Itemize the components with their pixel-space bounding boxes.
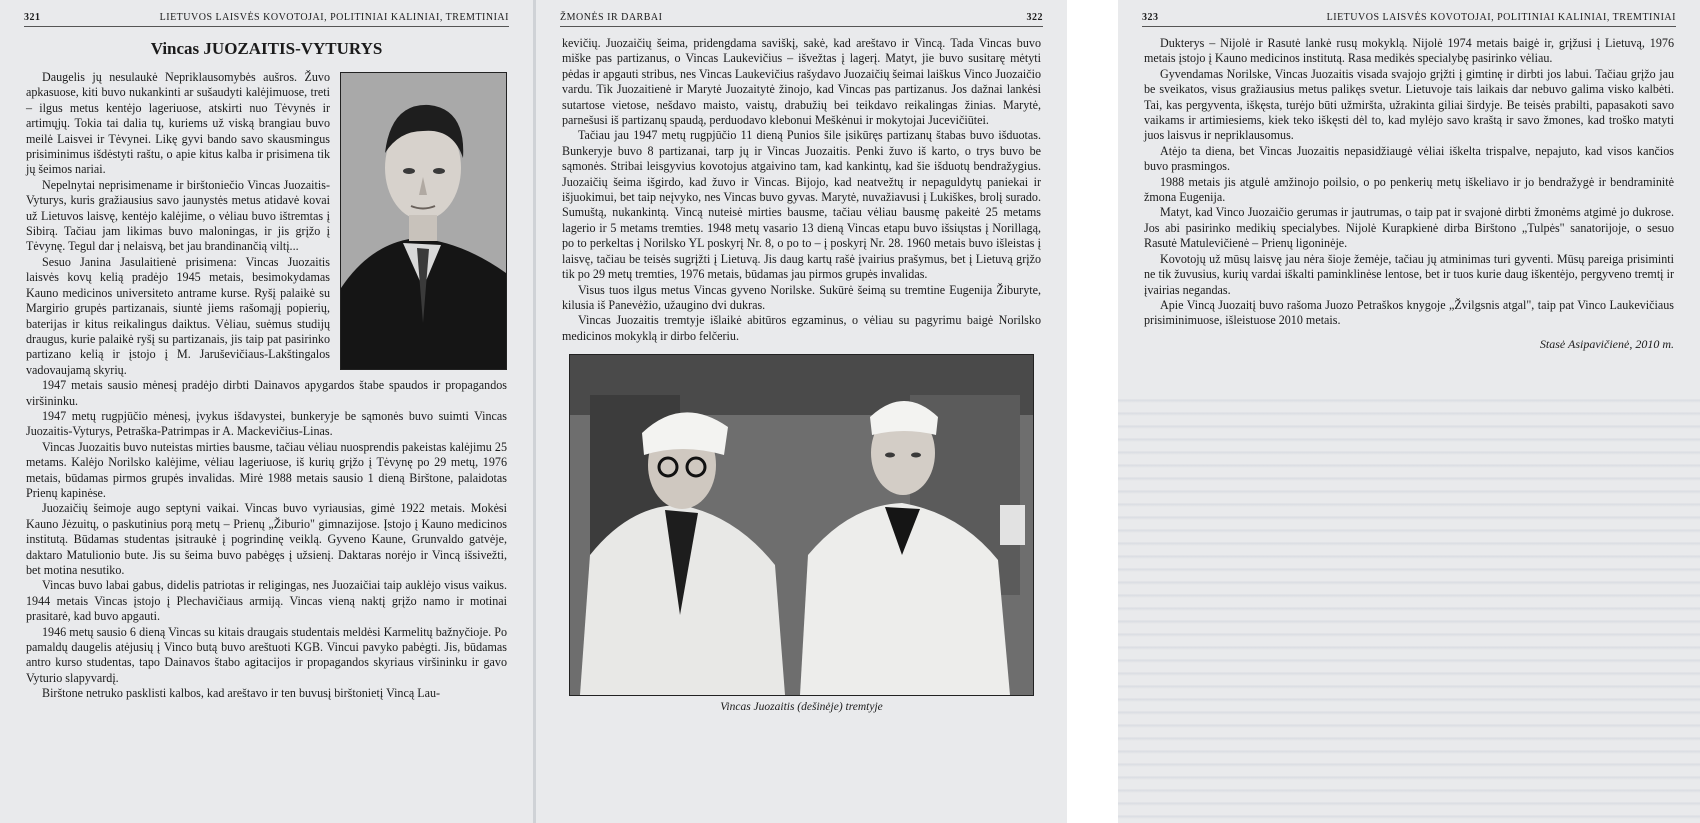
page-content (562, 36, 1041, 823)
paragraph: Matyt, kad Vinco Juozaičio gerumas ir jautrumas, o taip pat ir svajonė dirbti žmonėms atgimė jo dukrose. Jos abi pasirinko medikių specialybes. Nijolė Kurapkienė dirba Birštono „Tulpės" sanatorijoje, o sesuo Rasutė Matulevičienė – Prienų ligoninėje. (1144, 205, 1674, 251)
portrait-photo (340, 72, 507, 370)
paragraph: Gyvendamas Norilske, Vincas Juozaitis visada svajojo grįžti į gimtinę ir dirbti jos labui. Tačiau grįžo jau be sveikatos, visus gražiausius metus palikęs svetur. Lietuvoje tais laikais dar nebuvo galima visko kalbėti. Tai, kas pergyventa, iškęsta, turėjo būti užmiršta, užrakinta giliai širdyje. Be teisės prabilti, papasakoti savo vaikams ir artimiesiems, kiek teko iškęsti dėl to, kad mylėjo savo kraštą ir savo žmones, kad troško matyti juos laisvus ir nepriklausomus. (1144, 66, 1674, 143)
paragraph: Kovotojų už mūsų laisvę jau nėra šioje žemėje, tačiau jų atminimas turi gyventi. Mūsų pareiga prisiminti ne tik žuvusius, kurių vardai iškalti paminklinėse lentose, bet ir tuos kurie daug iškentėjo, pergyveno tremtį ir įvairias negandas. (1144, 251, 1674, 297)
paragraph: Tačiau jau 1947 metų rugpjūčio 11 dieną Punios šile įsikūręs partizanų štabas buvo išduotas. Bunkeryje buvo 8 partizanai, tarp jų ir Vincas Juozaitis. Penki žuvo iš karto, o trys buvo be sąmonės. Stribai leisgyvius kovotojus atgaivino tam, kad kankintų, kad šie išduotų bendražygius. Juozaičių šeima išgirdo, kad žuvo ir Vincas. Bijojo, kad neatvežtų ir nepaguldytų paniekai ir išjuokimui, bet taip neįvyko, nes Vincas buvo gyvas. Marytė, nuvažiavusi į Lukiškes, brolį surado. Sumuštą, nukankintą. Vincą nuteisė mirties bausme, tačiau vėliau bausmę pakeitė 25 metams lagerio ir 5 metams tremties. 1948 metų vasario 13 dieną Vincas etapu buvo išsiųstas į Norillagą, po to perkeltas į Norilsko YL poskyrį Nr. 8, o po to – į poskyrį Nr. 28. 1960 metais buvo išleistas į laisvę, tačiau be teisės sugrįžti į Lietuvą. Jis daug kartų rašė įvairius prašymus, bet į Lietuvą grįžo tik po 29 metų tremties, 1976 metais, būdamas jau pirmos grupės invalidas. (562, 128, 1041, 282)
paragraph: Vincas Juozaitis tremtyje išlaikė abitūros egzaminus, o vėliau su pagyrimu baigė Norilsko medicinos mokyklą ir dirbo felčeriu. (562, 313, 1041, 343)
article-title: Vincas JUOZAITIS-VYTURYS (150, 39, 383, 58)
running-head-title: ŽMONĖS IR DARBAI (560, 11, 663, 23)
paragraph: 1947 metų rugpjūčio mėnesį, įvykus išdavystei, bunkeryje be sąmonės buvo suimti Vincas Juozaitis-Vyturys, Petraška-Patrimpas ir A. Mackevičius-Linas. (26, 408, 507, 439)
page-number: 323 (1142, 11, 1159, 23)
page-content (26, 36, 507, 823)
running-head-title: LIETUVOS LAISVĖS KOVOTOJAI, POLITINIAI KALINIAI, TREMTINIAI (1326, 11, 1676, 23)
paragraph: Atėjo ta diena, bet Vincas Juozaitis nepasidžiaugė vėliai iškelta trispalve, nepajuto, kad visos kančios buvo prasmingos. (1144, 143, 1674, 174)
photo-caption: Vincas Juozaitis (dešinėje) tremtyje (720, 701, 883, 714)
group-photo (569, 354, 1034, 696)
paragraph: 1947 metais sausio mėnesį pradėjo dirbti Dainavos apygardos štabe spaudos ir propagandos viršininku. (26, 378, 507, 408)
paragraph: Nepelnytai neprisimename ir birštoniečio Vincas Juozaitis-Vyturys, kuris gražiausius savo jaunystės metus atidavė kovai už Lietuvos laisvę, kentėjo kalėjime, o vėliau buvo ištremtas į Sibirą. Tačiau jam likimas buvo maloningas, ir jis grįžo į Tėvynę. Tegul dar į nelaisvą, bet jau brandinančią viltį... (26, 177, 330, 254)
running-head (560, 8, 1043, 27)
paragraph: Apie Vincą Juozaitį buvo rašoma Juozo Petraškos knygoje „Žvilgsnis atgal", taip pat Vinco Laukevičiaus prisiminimuose, išleistuose 2010 metais. (1144, 297, 1674, 328)
page-321 (0, 0, 533, 823)
running-head-title: LIETUVOS LAISVĖS KOVOTOJAI, POLITINIAI KALINIAI, TREMTINIAI (159, 11, 509, 23)
paragraph: 1946 metų sausio 6 dieną Vincas su kitais draugais studentais meldėsi Karmelitų bažnyčioje. Po pamaldų daugelis atėjusių į Vinco butą buvo areštuoti KGB. Vincui pavyko pabėgti. Jis, būdamas antro kurso studentas, tapo Dainavos štabo agitacijos ir propagandos skyriaus viršininku ir gavo Vyturio slapyvardį. (26, 624, 507, 685)
paragraph: 1988 metais jis atgulė amžinojo poilsio, o po penkerių metų iškeliavo ir jo bendražygė ir bendraminitė žmona Eugenija. (1144, 174, 1674, 205)
spread-gap (1067, 0, 1118, 823)
page-number: 321 (24, 11, 41, 23)
paragraph: Birštone netruko pasklisti kalbos, kad areštavo ir ten buvusį birštonietį Vincą Lau- (42, 686, 441, 701)
paragraph: Vincas Juozaitis buvo nuteistas mirties bausme, tačiau vėliau nuosprendis pakeistas kalėjimu 25 metams. Kalėjo Norilsko kalėjime, vėliau lageriuose, iš kurių grįžo į Tėvynę po 29 metų, 1976 metais, būdamas pirmos grupės invalidas. Mirė 1988 metais sausio 1 dieną Birštone, palaidotas Prienų kapinėse. (26, 439, 507, 500)
paragraph: Dukterys – Nijolė ir Rasutė lankė rusų mokyklą. Nijolė 1974 metais baigė ir, grįžusi į Lietuvą, 1976 metais įstojo į Kauno medicinos institutą. Rasa medikės specialybę pasirinko vėliau. (1144, 36, 1674, 66)
page-323 (1118, 0, 1700, 823)
paragraph: Sesuo Janina Jasulaitienė prisimena: Vincas Juozaitis laisvės kovų kelią pradėjo 1945 metais, besimokydamas Kauno medicinos universiteto antrame kurse. Ryšį palaikė su Margirio grupės partizanais, siuntė jiems rašomąjį popierių, baterijas ir kitus reikalingus daiktus. Vėliau, suėmus studijų draugus, kurie palaikė ryšį su partizanais, jis taip pat pasirinko partizano kelią ir įstojo į M. Jaruševičiaus-Lakštingalos vadovaujamą skyrių. (26, 254, 330, 377)
page-content (1144, 36, 1674, 823)
author-signature: Stasė Asipavičienė, 2010 m. (1539, 336, 1674, 351)
paragraph: Visus tuos ilgus metus Vincas gyveno Norilske. Sukūrė šeimą su tremtine Eugenija Žiburyte, kilusia iš Panevėžio, užaugino dvi dukras. (562, 282, 1041, 312)
page-322 (536, 0, 1067, 823)
page-number: 322 (1026, 11, 1043, 23)
running-head (1142, 8, 1676, 27)
paragraph: kevičių. Juozaičių šeima, pridengdama saviškį, sakė, kad areštavo ir Vincą. Tada Vincas buvo miške pas partizanus, o Vincas Laukevičius – išvežtas į lagerį. Matyt, jie buvo susitarę mėtyti pėdas ir apgauti stribus, nes Vincas Laukevičius rašydavo Juozaičių šeimai laiškus Vinco Juozaičio vardu. Tik Juozaitienė ir Marytė Juozaitytė žinojo, kad Vincas pas partizanus. Jos dažnai lankėsi sutartose vietose, nešdavo maisto, vaistų, drabužių bei teikdavo reikalingas žinias. Marytė, parnešusi iš partizanų spaudą, perduodavo klebonui Meškėnui ir mokytojai Jucevičiūtei. (562, 36, 1041, 128)
paragraph: Daugelis jų nesulaukė Nepriklausomybės aušros. Žuvo apkasuose, kiti buvo nukankinti ar sušaudyti kalėjimuose, treti – ilgus metus kentėjo lageriuose, atskirti nuo Tėvynės ir artimųjų. Tokia tai dalia tų, kuriems už viską brangiau buvo meilė Laisvei ir Tėvynei. Likę gyvi bando savo skausmingus prisiminimus išdėstyti raštu, o apie kitus kalba ir prisimena tik jų šeimos nariai. (26, 70, 330, 177)
paragraph: Juozaičių šeimoje augo septyni vaikai. Vincas buvo vyriausias, gimė 1922 metais. Mokėsi Kauno Jėzuitų, o paskutinius porą metų – Prienų „Žiburio" gimnazijose. Įstojo į Kauno medicinos institutą. Būdamas studentas įsitraukė į pogrindinę veiklą. Gyveno Kaune, Grunvaldo gatvėje, daktaro Matulionio bute. Jis su šeima buvo pabėgęs į užsienį. Daktaras norėjo ir Vincą išsivežti, bet motina nesutiko. (26, 501, 507, 577)
paragraph: Vincas buvo labai gabus, didelis patriotas ir religingas, nes Juozaičiai taip auklėjo visus vaikus. 1944 metais Vincas įstojo į Plechavičiaus armiją. Vincas vieną naktį grįžo namo ir motinai prasitarė, kad buvo apgauti. (26, 578, 507, 624)
running-head (24, 8, 509, 27)
